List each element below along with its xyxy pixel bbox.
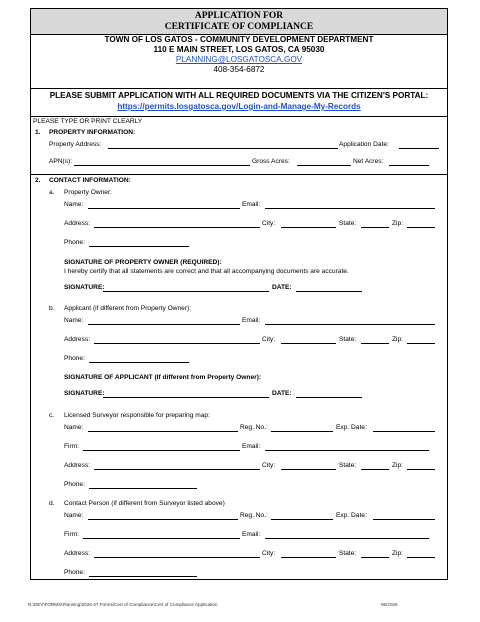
contact-reg-label: Reg. No.: <box>240 512 268 519</box>
surveyor-firm-field[interactable] <box>83 444 240 451</box>
surveyor-zip-field[interactable] <box>407 463 435 470</box>
form-title <box>31 9 447 35</box>
portal-link[interactable]: https://permits.losgatosca.gov/Login-and-Manage-My-Records <box>117 102 361 111</box>
applicant-name-field[interactable] <box>88 318 240 325</box>
department-header <box>31 35 447 89</box>
owner-signature-date-field[interactable] <box>296 285 362 292</box>
surveyor-email-label: Email: <box>242 443 261 450</box>
application-form <box>30 8 448 580</box>
owner-name-label: Name: <box>64 201 84 208</box>
property-address-field[interactable] <box>108 142 338 149</box>
contact-reg-field[interactable] <box>271 513 333 520</box>
surveyor-address-label: Address: <box>64 462 91 469</box>
contact-letter: d. <box>49 500 55 507</box>
surveyor-reg-field[interactable] <box>271 425 333 432</box>
applicant-signature-date-field[interactable] <box>296 391 362 398</box>
surveyor-exp-field[interactable] <box>373 425 435 432</box>
application-date-label: Application Date: <box>339 141 389 148</box>
footer-revision-date: 06/2026 <box>381 602 398 607</box>
contact-heading: Contact Person (if different from Surveyor listed above) <box>64 500 225 507</box>
surveyor-heading: Licensed Surveyor responsible for preparing map: <box>64 412 210 419</box>
surveyor-name-label: Name: <box>64 424 84 431</box>
applicant-city-label: City: <box>262 336 276 343</box>
owner-zip-label: Zip: <box>392 220 403 227</box>
applicant-address-label: Address: <box>64 336 91 343</box>
section-1-heading: PROPERTY INFORMATION: <box>49 129 136 136</box>
apn-field[interactable] <box>74 159 250 166</box>
contact-firm-field[interactable] <box>83 532 240 539</box>
owner-signature-date-label: DATE: <box>272 284 292 291</box>
applicant-phone-label: Phone: <box>64 355 85 362</box>
contact-state-label: State: <box>339 550 357 557</box>
portal-instructions <box>31 89 447 117</box>
owner-email-label: Email: <box>242 201 261 208</box>
owner-phone-label: Phone: <box>64 239 85 246</box>
contact-exp-field[interactable] <box>373 513 435 520</box>
surveyor-phone-label: Phone: <box>64 481 85 488</box>
section-2-heading: CONTACT INFORMATION: <box>49 177 131 184</box>
department-address: 110 E MAIN STREET, LOS GATOS, CA 95030 <box>153 45 325 54</box>
owner-signature-field[interactable] <box>103 285 269 292</box>
department-name: TOWN OF LOS GATOS - COMMUNITY DEVELOPMENT DEPARTMENT <box>104 35 374 44</box>
applicant-zip-label: Zip: <box>392 336 403 343</box>
net-acres-field[interactable] <box>389 159 429 166</box>
contact-phone-field[interactable] <box>89 570 197 577</box>
contact-city-label: City: <box>262 550 276 557</box>
applicant-signature-field[interactable] <box>103 391 269 398</box>
property-information-section <box>31 117 447 175</box>
surveyor-state-label: State: <box>339 462 357 469</box>
title-line-2: CERTIFICATE OF COMPLIANCE <box>164 22 314 32</box>
owner-address-label: Address: <box>64 220 91 227</box>
print-clearly-note: PLEASE TYPE OR PRINT CLEARLY <box>33 118 143 125</box>
owner-name-field[interactable] <box>88 202 240 209</box>
contact-information-section <box>31 175 447 579</box>
surveyor-exp-label: Exp. Date: <box>336 424 367 431</box>
owner-signature-heading: SIGNATURE OF PROPERTY OWNER (REQUIRED): <box>64 259 222 266</box>
contact-email-field[interactable] <box>265 532 429 539</box>
application-date-field[interactable] <box>399 142 439 149</box>
contact-city-field[interactable] <box>281 551 336 558</box>
apn-label: APN(s): <box>49 158 73 165</box>
section-2-number: 2. <box>35 177 41 184</box>
owner-phone-field[interactable] <box>89 240 189 247</box>
applicant-email-label: Email: <box>242 317 261 324</box>
surveyor-zip-label: Zip: <box>392 462 403 469</box>
applicant-signature-heading: SIGNATURE OF APPLICANT (If different from Property Owner): <box>64 374 262 381</box>
contact-phone-label: Phone: <box>64 569 85 576</box>
owner-state-field[interactable] <box>361 221 389 228</box>
property-address-label: Property Address: <box>49 141 102 148</box>
contact-email-label: Email: <box>242 531 261 538</box>
contact-state-field[interactable] <box>361 551 389 558</box>
surveyor-letter: c. <box>49 412 55 419</box>
contact-address-field[interactable] <box>94 551 260 558</box>
surveyor-firm-label: Firm: <box>64 443 80 450</box>
applicant-phone-field[interactable] <box>89 356 189 363</box>
contact-address-label: Address: <box>64 550 91 557</box>
owner-city-label: City: <box>262 220 276 227</box>
surveyor-reg-label: Reg. No.: <box>240 424 268 431</box>
owner-letter: a. <box>49 189 55 196</box>
contact-exp-label: Exp. Date: <box>336 512 367 519</box>
contact-name-label: Name: <box>64 512 84 519</box>
department-phone: 408-354-6872 <box>213 65 265 74</box>
applicant-signature-label: SIGNATURE: <box>64 390 105 397</box>
applicant-letter: b. <box>49 305 55 312</box>
footer-file-path: N:\DEV\FORMS\Planning\2026-27 Forms\Cert of Compliance\Cert of Compliance Application <box>28 602 218 607</box>
contact-zip-field[interactable] <box>407 551 435 558</box>
contact-zip-label: Zip: <box>392 550 403 557</box>
contact-name-field[interactable] <box>88 513 238 520</box>
section-1-number: 1. <box>35 129 41 136</box>
applicant-address-field[interactable] <box>94 337 260 344</box>
owner-city-field[interactable] <box>281 221 336 228</box>
surveyor-phone-field[interactable] <box>89 482 197 489</box>
surveyor-address-field[interactable] <box>94 463 260 470</box>
department-email-link[interactable]: PLANNING@LOSGATOSCA.GOV <box>175 55 303 64</box>
applicant-name-label: Name: <box>64 317 84 324</box>
gross-acres-field[interactable] <box>297 159 351 166</box>
owner-certification-text: I hereby certify that all statements are correct and that all accompanying documents are accurate. <box>64 268 349 275</box>
surveyor-email-field[interactable] <box>265 444 429 451</box>
owner-heading: Property Owner: <box>64 189 113 196</box>
surveyor-city-field[interactable] <box>281 463 336 470</box>
owner-zip-field[interactable] <box>407 221 435 228</box>
surveyor-city-label: City: <box>262 462 276 469</box>
title-line-1: APPLICATION FOR <box>194 11 284 21</box>
gross-acres-label: Gross Acres: <box>252 158 290 165</box>
applicant-city-field[interactable] <box>281 337 336 344</box>
contact-firm-label: Firm: <box>64 531 80 538</box>
applicant-email-field[interactable] <box>265 318 435 325</box>
surveyor-name-field[interactable] <box>88 425 238 432</box>
owner-state-label: State: <box>339 220 357 227</box>
portal-instruction-text: PLEASE SUBMIT APPLICATION WITH ALL REQUIRED DOCUMENTS VIA THE CITIZEN'S PORTAL: <box>49 91 429 100</box>
owner-email-field[interactable] <box>265 202 435 209</box>
applicant-zip-field[interactable] <box>407 337 435 344</box>
net-acres-label: Net Acres: <box>353 158 384 165</box>
applicant-state-label: State: <box>339 336 357 343</box>
owner-signature-label: SIGNATURE: <box>64 284 105 291</box>
applicant-heading: Applicant (if different from Property Owner): <box>64 305 192 312</box>
applicant-signature-date-label: DATE: <box>272 390 292 397</box>
owner-address-field[interactable] <box>94 221 260 228</box>
applicant-state-field[interactable] <box>361 337 389 344</box>
surveyor-state-field[interactable] <box>361 463 389 470</box>
